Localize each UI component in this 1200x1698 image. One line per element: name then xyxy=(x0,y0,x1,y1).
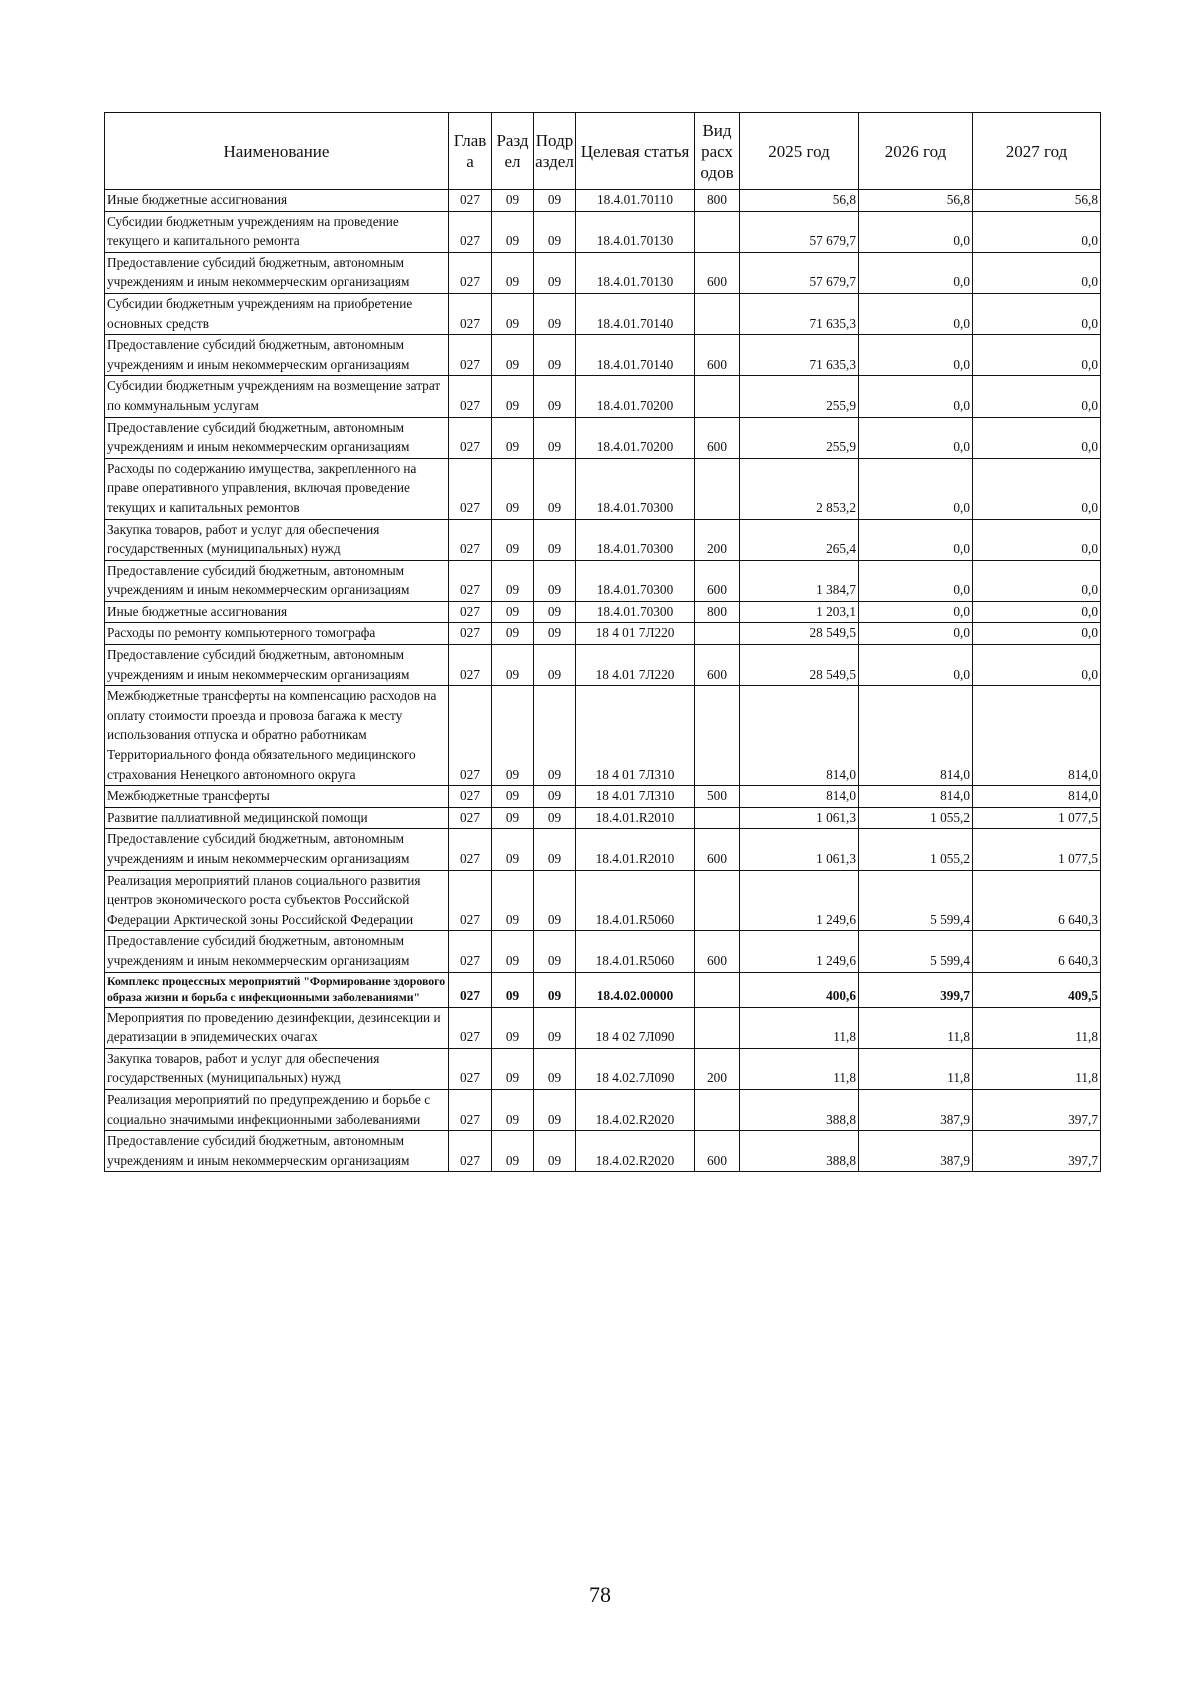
header-celevaya-statya: Целевая статья xyxy=(576,113,695,190)
cell-name: Предоставление субсидий бюджетным, автономным учреждениям и иным некоммерческим организациям xyxy=(105,560,449,601)
cell-podrazdel: 09 xyxy=(534,829,576,870)
cell-2025: 71 635,3 xyxy=(740,335,859,376)
cell-name: Предоставление субсидий бюджетным, автономным учреждениям и иным некоммерческим организациям xyxy=(105,931,449,972)
table-row xyxy=(105,519,1101,560)
cell-podrazdel: 09 xyxy=(534,1007,576,1048)
cell-podrazdel: 09 xyxy=(534,293,576,334)
cell-celevaya-statya: 18.4.01.70130 xyxy=(576,252,695,293)
cell-glava: 027 xyxy=(449,335,492,376)
cell-2027: 0,0 xyxy=(973,293,1101,334)
cell-glava: 027 xyxy=(449,786,492,808)
cell-name: Реализация мероприятий планов социального развития центров экономического роста субъектов Российской Федерации Арктической зоны Российской Федерации xyxy=(105,870,449,931)
cell-2027: 814,0 xyxy=(973,786,1101,808)
cell-name: Субсидии бюджетным учреждениям на приобретение основных средств xyxy=(105,293,449,334)
cell-2026: 0,0 xyxy=(859,458,973,519)
cell-podrazdel: 09 xyxy=(534,972,576,1007)
table-row xyxy=(105,601,1101,623)
cell-vid-rashodov xyxy=(695,623,740,645)
cell-2027: 0,0 xyxy=(973,376,1101,417)
cell-celevaya-statya: 18 4.02.7Л090 xyxy=(576,1048,695,1089)
cell-razdel: 09 xyxy=(492,686,534,786)
cell-razdel: 09 xyxy=(492,870,534,931)
cell-glava: 027 xyxy=(449,293,492,334)
cell-vid-rashodov: 600 xyxy=(695,829,740,870)
table-row xyxy=(105,190,1101,212)
cell-2026: 387,9 xyxy=(859,1089,973,1130)
table-row xyxy=(105,1089,1101,1130)
cell-vid-rashodov xyxy=(695,686,740,786)
cell-podrazdel: 09 xyxy=(534,1089,576,1130)
cell-2027: 0,0 xyxy=(973,252,1101,293)
cell-2025: 28 549,5 xyxy=(740,623,859,645)
cell-name: Закупка товаров, работ и услуг для обеспечения государственных (муниципальных) нужд xyxy=(105,1048,449,1089)
cell-vid-rashodov xyxy=(695,1089,740,1130)
cell-podrazdel: 09 xyxy=(534,458,576,519)
cell-2025: 255,9 xyxy=(740,417,859,458)
cell-2026: 814,0 xyxy=(859,786,973,808)
cell-razdel: 09 xyxy=(492,1007,534,1048)
cell-name: Предоставление субсидий бюджетным, автономным учреждениям и иным некоммерческим организациям xyxy=(105,829,449,870)
budget-table xyxy=(104,112,1101,1172)
table-row xyxy=(105,931,1101,972)
cell-celevaya-statya: 18.4.01.70140 xyxy=(576,293,695,334)
cell-2027: 814,0 xyxy=(973,686,1101,786)
cell-razdel: 09 xyxy=(492,972,534,1007)
table-row xyxy=(105,1048,1101,1089)
cell-2025: 400,6 xyxy=(740,972,859,1007)
cell-name: Закупка товаров, работ и услуг для обеспечения государственных (муниципальных) нужд xyxy=(105,519,449,560)
cell-2025: 255,9 xyxy=(740,376,859,417)
header-name: Наименование xyxy=(105,113,449,190)
cell-2026: 1 055,2 xyxy=(859,829,973,870)
cell-2025: 265,4 xyxy=(740,519,859,560)
cell-celevaya-statya: 18.4.01.70200 xyxy=(576,417,695,458)
cell-vid-rashodov: 600 xyxy=(695,560,740,601)
cell-glava: 027 xyxy=(449,519,492,560)
cell-razdel: 09 xyxy=(492,417,534,458)
cell-2027: 11,8 xyxy=(973,1007,1101,1048)
header-2025: 2025 год xyxy=(740,113,859,190)
cell-glava: 027 xyxy=(449,1007,492,1048)
cell-razdel: 09 xyxy=(492,560,534,601)
cell-glava: 027 xyxy=(449,601,492,623)
cell-razdel: 09 xyxy=(492,458,534,519)
table-row xyxy=(105,972,1101,1007)
cell-2026: 814,0 xyxy=(859,686,973,786)
cell-podrazdel: 09 xyxy=(534,645,576,686)
cell-2027: 0,0 xyxy=(973,458,1101,519)
cell-2027: 6 640,3 xyxy=(973,931,1101,972)
cell-2026: 11,8 xyxy=(859,1048,973,1089)
cell-podrazdel: 09 xyxy=(534,417,576,458)
cell-2027: 0,0 xyxy=(973,623,1101,645)
cell-podrazdel: 09 xyxy=(534,601,576,623)
cell-vid-rashodov: 800 xyxy=(695,190,740,212)
header-podrazdel: Подр аздел xyxy=(534,113,576,190)
cell-podrazdel: 09 xyxy=(534,1048,576,1089)
cell-glava: 027 xyxy=(449,686,492,786)
cell-vid-rashodov: 200 xyxy=(695,519,740,560)
cell-vid-rashodov xyxy=(695,1007,740,1048)
cell-glava: 027 xyxy=(449,1048,492,1089)
cell-glava: 027 xyxy=(449,829,492,870)
cell-celevaya-statya: 18.4.01.R5060 xyxy=(576,931,695,972)
cell-celevaya-statya: 18 4.01 7Л220 xyxy=(576,645,695,686)
table-header-row xyxy=(105,113,1101,190)
table-row xyxy=(105,458,1101,519)
cell-glava: 027 xyxy=(449,376,492,417)
cell-name: Предоставление субсидий бюджетным, автономным учреждениям и иным некоммерческим организациям xyxy=(105,1131,449,1172)
cell-celevaya-statya: 18.4.01.R2010 xyxy=(576,829,695,870)
cell-2025: 1 249,6 xyxy=(740,870,859,931)
cell-glava: 027 xyxy=(449,1089,492,1130)
cell-celevaya-statya: 18.4.01.70110 xyxy=(576,190,695,212)
cell-razdel: 09 xyxy=(492,601,534,623)
cell-celevaya-statya: 18.4.02.R2020 xyxy=(576,1089,695,1130)
cell-celevaya-statya: 18 4.01 7Л310 xyxy=(576,786,695,808)
cell-celevaya-statya: 18 4 02 7Л090 xyxy=(576,1007,695,1048)
cell-razdel: 09 xyxy=(492,829,534,870)
table-row xyxy=(105,211,1101,252)
cell-2027: 0,0 xyxy=(973,417,1101,458)
table-row xyxy=(105,686,1101,786)
cell-glava: 027 xyxy=(449,931,492,972)
cell-celevaya-statya: 18 4 01 7Л310 xyxy=(576,686,695,786)
cell-podrazdel: 09 xyxy=(534,870,576,931)
cell-2026: 5 599,4 xyxy=(859,931,973,972)
header-2026: 2026 год xyxy=(859,113,973,190)
cell-celevaya-statya: 18.4.01.70300 xyxy=(576,560,695,601)
cell-razdel: 09 xyxy=(492,376,534,417)
cell-name: Предоставление субсидий бюджетным, автономным учреждениям и иным некоммерческим организациям xyxy=(105,252,449,293)
cell-razdel: 09 xyxy=(492,931,534,972)
cell-podrazdel: 09 xyxy=(534,335,576,376)
cell-celevaya-statya: 18.4.02.R2020 xyxy=(576,1131,695,1172)
table-row xyxy=(105,1131,1101,1172)
header-razdel: Разд ел xyxy=(492,113,534,190)
table-row xyxy=(105,335,1101,376)
cell-vid-rashodov xyxy=(695,972,740,1007)
cell-razdel: 09 xyxy=(492,623,534,645)
cell-razdel: 09 xyxy=(492,807,534,829)
cell-2026: 1 055,2 xyxy=(859,807,973,829)
header-vid-rashodov: Вид расх одов xyxy=(695,113,740,190)
cell-2026: 0,0 xyxy=(859,645,973,686)
cell-glava: 027 xyxy=(449,252,492,293)
cell-podrazdel: 09 xyxy=(534,686,576,786)
cell-2027: 0,0 xyxy=(973,211,1101,252)
cell-celevaya-statya: 18.4.02.00000 xyxy=(576,972,695,1007)
cell-razdel: 09 xyxy=(492,252,534,293)
cell-2025: 11,8 xyxy=(740,1048,859,1089)
cell-razdel: 09 xyxy=(492,645,534,686)
table-row xyxy=(105,807,1101,829)
table-row xyxy=(105,1007,1101,1048)
cell-2026: 387,9 xyxy=(859,1131,973,1172)
cell-2026: 0,0 xyxy=(859,335,973,376)
cell-vid-rashodov xyxy=(695,870,740,931)
cell-podrazdel: 09 xyxy=(534,211,576,252)
cell-2027: 1 077,5 xyxy=(973,829,1101,870)
cell-2025: 56,8 xyxy=(740,190,859,212)
table-row xyxy=(105,417,1101,458)
cell-podrazdel: 09 xyxy=(534,376,576,417)
cell-podrazdel: 09 xyxy=(534,560,576,601)
cell-razdel: 09 xyxy=(492,1089,534,1130)
cell-2027: 0,0 xyxy=(973,335,1101,376)
page-number: 78 xyxy=(589,1582,611,1607)
cell-celevaya-statya: 18.4.01.70140 xyxy=(576,335,695,376)
header-glava: Глав а xyxy=(449,113,492,190)
cell-2026: 0,0 xyxy=(859,560,973,601)
cell-2025: 814,0 xyxy=(740,786,859,808)
cell-2025: 1 203,1 xyxy=(740,601,859,623)
cell-vid-rashodov: 600 xyxy=(695,252,740,293)
table-row xyxy=(105,560,1101,601)
cell-razdel: 09 xyxy=(492,1131,534,1172)
cell-2026: 0,0 xyxy=(859,623,973,645)
cell-2026: 399,7 xyxy=(859,972,973,1007)
cell-name: Иные бюджетные ассигнования xyxy=(105,601,449,623)
cell-name: Реализация мероприятий по предупреждению и борьбе с социально значимыми инфекционными заболеваниями xyxy=(105,1089,449,1130)
cell-name: Предоставление субсидий бюджетным, автономным учреждениям и иным некоммерческим организациям xyxy=(105,417,449,458)
cell-vid-rashodov xyxy=(695,293,740,334)
cell-razdel: 09 xyxy=(492,211,534,252)
cell-glava: 027 xyxy=(449,807,492,829)
cell-podrazdel: 09 xyxy=(534,1131,576,1172)
cell-celevaya-statya: 18.4.01.R5060 xyxy=(576,870,695,931)
cell-name: Расходы по содержанию имущества, закрепленного на праве оперативного управления, включая проведение текущих и капитальных ремонтов xyxy=(105,458,449,519)
cell-vid-rashodov xyxy=(695,458,740,519)
cell-2027: 1 077,5 xyxy=(973,807,1101,829)
cell-glava: 027 xyxy=(449,211,492,252)
cell-vid-rashodov: 600 xyxy=(695,335,740,376)
cell-celevaya-statya: 18.4.01.70300 xyxy=(576,458,695,519)
table-row xyxy=(105,252,1101,293)
cell-2026: 0,0 xyxy=(859,601,973,623)
table-row xyxy=(105,293,1101,334)
cell-2026: 0,0 xyxy=(859,211,973,252)
cell-name: Развитие паллиативной медицинской помощи xyxy=(105,807,449,829)
cell-celevaya-statya: 18.4.01.70300 xyxy=(576,601,695,623)
cell-razdel: 09 xyxy=(492,190,534,212)
cell-2025: 57 679,7 xyxy=(740,252,859,293)
cell-2027: 6 640,3 xyxy=(973,870,1101,931)
cell-name: Субсидии бюджетным учреждениям на возмещение затрат по коммунальным услугам xyxy=(105,376,449,417)
cell-2025: 1 249,6 xyxy=(740,931,859,972)
table-row xyxy=(105,623,1101,645)
cell-2025: 1 384,7 xyxy=(740,560,859,601)
cell-2026: 56,8 xyxy=(859,190,973,212)
cell-2027: 56,8 xyxy=(973,190,1101,212)
cell-2027: 0,0 xyxy=(973,601,1101,623)
cell-glava: 027 xyxy=(449,190,492,212)
cell-2026: 0,0 xyxy=(859,417,973,458)
cell-2027: 0,0 xyxy=(973,645,1101,686)
cell-celevaya-statya: 18.4.01.70300 xyxy=(576,519,695,560)
cell-celevaya-statya: 18.4.01.70200 xyxy=(576,376,695,417)
cell-2025: 388,8 xyxy=(740,1131,859,1172)
cell-2025: 11,8 xyxy=(740,1007,859,1048)
cell-podrazdel: 09 xyxy=(534,519,576,560)
table-row xyxy=(105,870,1101,931)
cell-name: Предоставление субсидий бюджетным, автономным учреждениям и иным некоммерческим организациям xyxy=(105,335,449,376)
table-row xyxy=(105,376,1101,417)
cell-glava: 027 xyxy=(449,417,492,458)
cell-glava: 027 xyxy=(449,870,492,931)
cell-2027: 0,0 xyxy=(973,560,1101,601)
cell-celevaya-statya: 18 4 01 7Л220 xyxy=(576,623,695,645)
cell-glava: 027 xyxy=(449,458,492,519)
cell-glava: 027 xyxy=(449,623,492,645)
cell-2025: 28 549,5 xyxy=(740,645,859,686)
cell-2027: 11,8 xyxy=(973,1048,1101,1089)
cell-2026: 0,0 xyxy=(859,519,973,560)
cell-razdel: 09 xyxy=(492,786,534,808)
cell-vid-rashodov xyxy=(695,211,740,252)
cell-2025: 2 853,2 xyxy=(740,458,859,519)
cell-podrazdel: 09 xyxy=(534,190,576,212)
cell-glava: 027 xyxy=(449,1131,492,1172)
cell-podrazdel: 09 xyxy=(534,623,576,645)
cell-2026: 5 599,4 xyxy=(859,870,973,931)
cell-2027: 0,0 xyxy=(973,519,1101,560)
cell-celevaya-statya: 18.4.01.R2010 xyxy=(576,807,695,829)
cell-vid-rashodov: 600 xyxy=(695,1131,740,1172)
table-row xyxy=(105,829,1101,870)
cell-2027: 397,7 xyxy=(973,1131,1101,1172)
cell-2025: 1 061,3 xyxy=(740,807,859,829)
cell-2025: 57 679,7 xyxy=(740,211,859,252)
table-row xyxy=(105,786,1101,808)
cell-2027: 397,7 xyxy=(973,1089,1101,1130)
cell-vid-rashodov: 200 xyxy=(695,1048,740,1089)
cell-glava: 027 xyxy=(449,645,492,686)
cell-glava: 027 xyxy=(449,972,492,1007)
cell-podrazdel: 09 xyxy=(534,807,576,829)
cell-vid-rashodov xyxy=(695,807,740,829)
cell-2025: 814,0 xyxy=(740,686,859,786)
cell-glava: 027 xyxy=(449,560,492,601)
cell-name: Предоставление субсидий бюджетным, автономным учреждениям и иным некоммерческим организациям xyxy=(105,645,449,686)
cell-name: Межбюджетные трансферты xyxy=(105,786,449,808)
cell-podrazdel: 09 xyxy=(534,931,576,972)
cell-name: Комплекс процессных мероприятий "Формирование здорового образа жизни и борьба с инфекционными заболеваниями" xyxy=(105,972,449,1007)
cell-2025: 71 635,3 xyxy=(740,293,859,334)
cell-vid-rashodov: 600 xyxy=(695,645,740,686)
cell-2026: 11,8 xyxy=(859,1007,973,1048)
cell-vid-rashodov: 600 xyxy=(695,931,740,972)
cell-razdel: 09 xyxy=(492,1048,534,1089)
cell-2026: 0,0 xyxy=(859,252,973,293)
cell-2025: 388,8 xyxy=(740,1089,859,1130)
cell-name: Расходы по ремонту компьютерного томографа xyxy=(105,623,449,645)
cell-razdel: 09 xyxy=(492,293,534,334)
cell-2026: 0,0 xyxy=(859,376,973,417)
cell-podrazdel: 09 xyxy=(534,786,576,808)
cell-vid-rashodov: 800 xyxy=(695,601,740,623)
cell-vid-rashodov xyxy=(695,376,740,417)
cell-razdel: 09 xyxy=(492,519,534,560)
cell-name: Иные бюджетные ассигнования xyxy=(105,190,449,212)
cell-podrazdel: 09 xyxy=(534,252,576,293)
cell-vid-rashodov: 500 xyxy=(695,786,740,808)
cell-vid-rashodov: 600 xyxy=(695,417,740,458)
cell-2027: 409,5 xyxy=(973,972,1101,1007)
header-2027: 2027 год xyxy=(973,113,1101,190)
cell-name: Субсидии бюджетным учреждениям на проведение текущего и капитального ремонта xyxy=(105,211,449,252)
cell-2025: 1 061,3 xyxy=(740,829,859,870)
cell-razdel: 09 xyxy=(492,335,534,376)
cell-2026: 0,0 xyxy=(859,293,973,334)
table-row xyxy=(105,645,1101,686)
cell-name: Межбюджетные трансферты на компенсацию расходов на оплату стоимости проезда и провоза багажа к месту использования отпуска и обратно работникам Территориального фонда обязательного медицинского страхования Ненецкого автономного округа xyxy=(105,686,449,786)
cell-celevaya-statya: 18.4.01.70130 xyxy=(576,211,695,252)
cell-name: Мероприятия по проведению дезинфекции, дезинсекции и дератизации в эпидемических очагах xyxy=(105,1007,449,1048)
